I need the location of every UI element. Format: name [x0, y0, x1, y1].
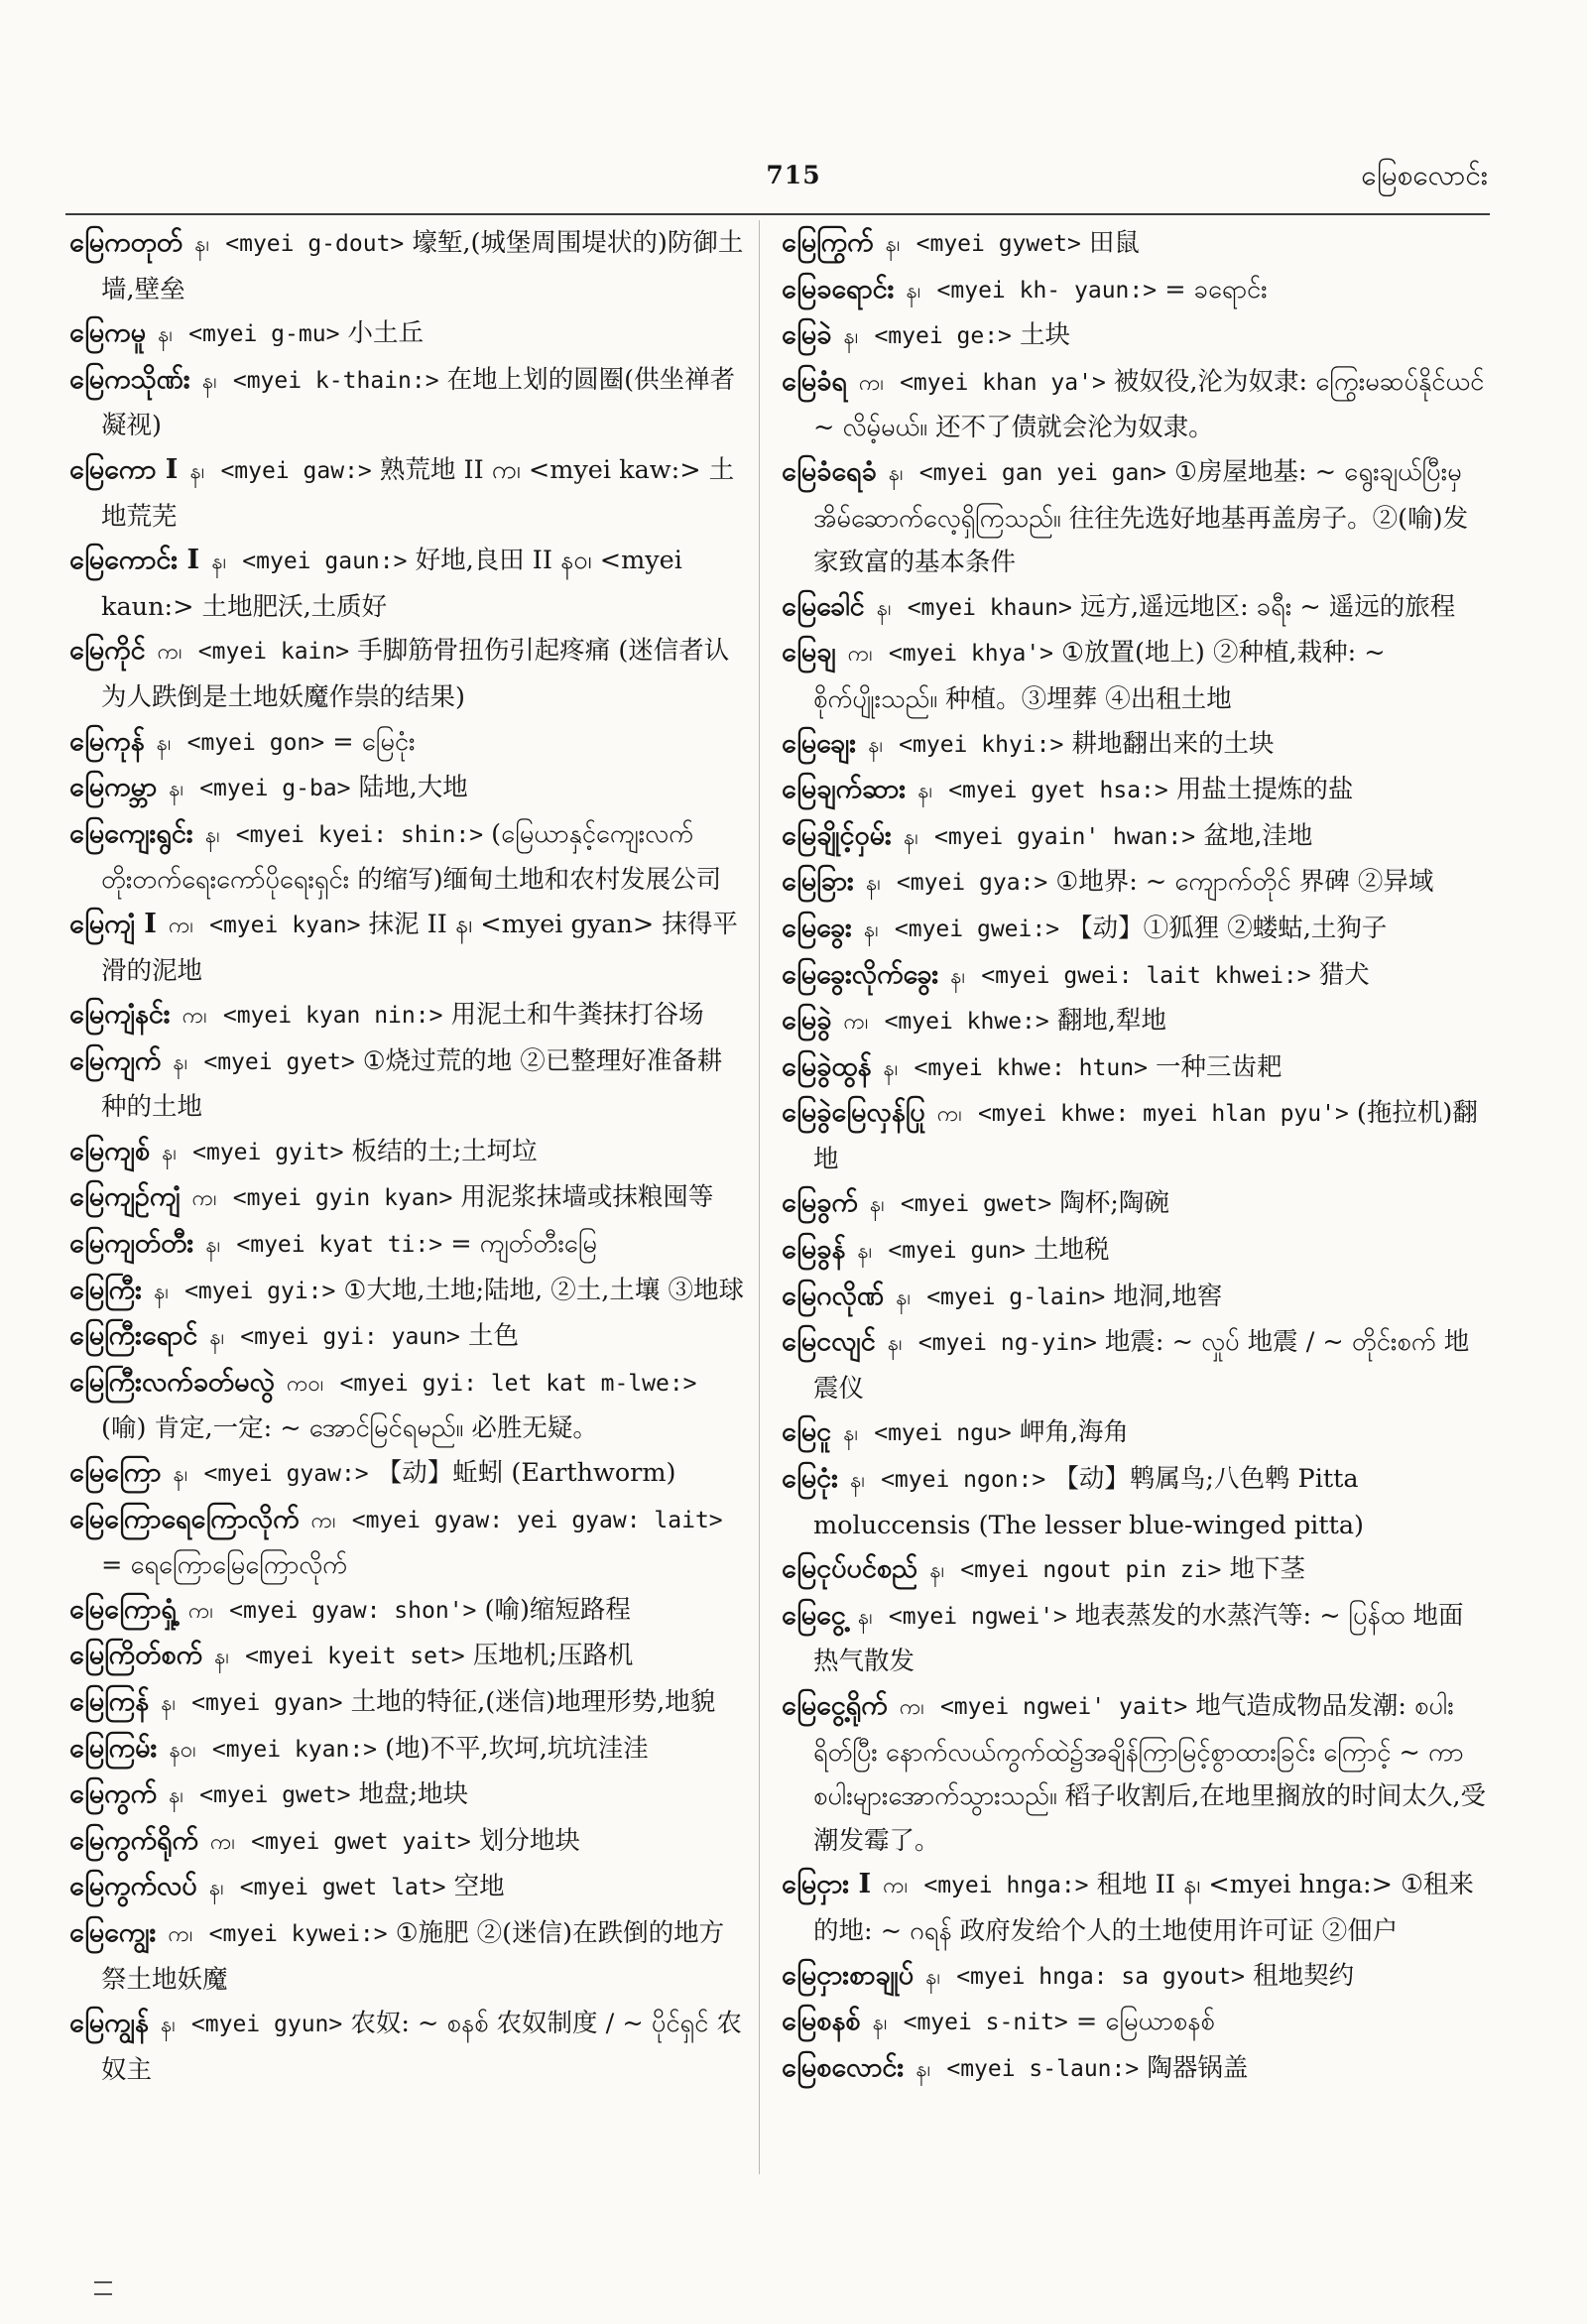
part-of-speech: န၊: [850, 1468, 865, 1494]
pronunciation: <myei g-lain>: [926, 1284, 1106, 1310]
pronunciation: <myei kyat ti:>: [236, 1232, 443, 1259]
headword: မြေကမ္ဘာ: [69, 772, 158, 803]
dictionary-entry: [69, 358, 746, 448]
definition: 猎犬: [1318, 959, 1370, 990]
dictionary-entry: [69, 1773, 746, 1819]
headword: မြေကြီးရောင်: [69, 1320, 198, 1352]
definition: 【动】①狐狸 ②蝼蛄,土狗子: [1067, 913, 1388, 943]
dictionary-entry: [69, 1680, 746, 1727]
dictionary-entry: [782, 1045, 1488, 1092]
dictionary-entry: [782, 360, 1488, 450]
dictionary-entry: [782, 814, 1488, 861]
definition: 划分地块: [478, 1825, 580, 1856]
headword: မြေကျံနင်း: [69, 999, 171, 1031]
definition: 远方,遥远地区: ခရီး ~ 遥远的旅程: [1079, 591, 1456, 622]
headword: မြေကြွက်: [782, 227, 874, 258]
definition: 农奴: ~ စနစ် 农奴制度 / ~ ပိုင်ရှင် 农奴主: [101, 2009, 742, 2085]
dictionary-entry: [69, 1819, 746, 1866]
dictionary-entry: [69, 448, 746, 539]
headword: မြေကြီး: [69, 1274, 142, 1305]
definition: 壕堑,(城堡周围堤状的)防御土墙,壁垒: [101, 228, 744, 305]
pronunciation: <myei ngout pin zi>: [960, 1557, 1222, 1584]
pronunciation: <myei gwet>: [199, 1782, 351, 1809]
headword: မြေကျေးရွင်း: [69, 817, 193, 849]
dictionary-entry: [69, 311, 746, 358]
pronunciation: <myei gon>: [186, 729, 325, 756]
dictionary-entry: [782, 722, 1488, 769]
pronunciation: <myei gyi:>: [184, 1278, 336, 1304]
part-of-speech: က၊: [188, 1598, 214, 1624]
headword: မြေကျစ်: [69, 1135, 151, 1166]
part-of-speech: န၊: [156, 730, 172, 756]
part-of-speech: န၊: [950, 963, 966, 989]
part-of-speech: န၊: [857, 1604, 873, 1630]
definition: ①烧过荒的地 ②已整理好准备耕种的土地: [101, 1045, 723, 1123]
definition: (拖拉机)翻地: [813, 1098, 1478, 1174]
pronunciation: <myei gya:>: [896, 870, 1048, 897]
part-of-speech: န၊: [204, 822, 220, 848]
dictionary-entry: [782, 221, 1488, 268]
definition: 手脚筋骨扭伤引起疼痛 (迷信者认为人跌倒是土地妖魔作祟的结果): [101, 636, 730, 712]
part-of-speech: န၊: [161, 1691, 177, 1716]
definition: (喻) 肯定,一定: ~ အောင်မြင်ရမည်။ 必胜无疑。: [101, 1413, 598, 1444]
dictionary-entry: [69, 1451, 746, 1498]
headword: မြေကြော: [69, 1457, 162, 1489]
part-of-speech: န၊: [211, 550, 227, 575]
definition: ①大地,土地;陆地, ②土,土壤 ③地球: [343, 1275, 744, 1305]
definition: 在地上划的圆圈(供坐禅者凝视): [101, 364, 736, 441]
definition: (地)不平,坎坷,坑坑洼洼: [385, 1733, 649, 1764]
page-header: [0, 149, 1587, 208]
definition: 土块: [1020, 320, 1071, 351]
part-of-speech: န၊: [205, 1233, 221, 1259]
part-of-speech: န၊: [214, 1645, 229, 1670]
dictionary-entry: [782, 953, 1488, 1000]
dictionary-entry: [69, 1269, 746, 1315]
headword: မြေခွဲထွန်: [782, 1050, 872, 1082]
part-of-speech: က၊: [899, 1695, 924, 1720]
headword: မြေခရောင်း: [782, 273, 895, 305]
dictionary-entry: [69, 812, 746, 903]
part-of-speech: န၊: [888, 460, 904, 486]
part-of-speech: န၊: [925, 1964, 941, 1990]
pronunciation: <myei hnga: sa gyout>: [956, 1963, 1245, 1990]
headword: မြေကမူ: [69, 317, 146, 349]
dictionary-entry: [69, 1175, 746, 1222]
part-of-speech: က၊: [843, 1010, 869, 1036]
definition: ①施肥 ②(迷信)在跌倒的地方祭土地妖魔: [101, 1917, 725, 1995]
part-of-speech: န၊: [169, 777, 184, 802]
part-of-speech: န၊: [173, 1049, 188, 1075]
dictionary-entry: [782, 768, 1488, 814]
definition: ①房屋地基: ~ ရွေးချယ်ပြီးမှအိမ်ဆောက်လေ့ရှိကြသည်။ 往往先选好地基再盖房子。②(喻)发家致富的基本条件: [813, 456, 1469, 578]
pronunciation: <myei hnga:>: [923, 1873, 1089, 1899]
pronunciation: <myei gywet>: [916, 231, 1081, 257]
part-of-speech: န၊: [868, 732, 884, 758]
definition: = ကျတ်တီးမြေ: [450, 1229, 597, 1260]
definition: 熟荒地 II က၊ <myei kaw:> 土地荒芜: [101, 454, 735, 532]
pronunciation: <myei ngu>: [874, 1420, 1012, 1447]
pronunciation: <myei khan ya'>: [900, 369, 1106, 396]
definition: = ခရောင်း: [1164, 274, 1268, 305]
dictionary-entry: [782, 1181, 1488, 1228]
dictionary-entry: [69, 1727, 746, 1774]
headword: မြေစလောင်း: [782, 2051, 905, 2083]
part-of-speech: န၊: [843, 324, 859, 350]
headword: မြေငလျင်: [782, 1326, 876, 1358]
dictionary-entry: [69, 629, 746, 719]
left-column: [69, 221, 746, 2092]
pronunciation: <myei kyan nin:>: [222, 1003, 443, 1030]
part-of-speech: န၊: [208, 1876, 224, 1901]
pronunciation: <myei gyet>: [203, 1048, 355, 1075]
headword: မြေခဲ: [782, 319, 832, 351]
definition: 陶器锅盖: [1147, 2052, 1249, 2083]
dictionary-entry: [69, 221, 746, 311]
definition: 板结的土;土坷垃: [351, 1136, 538, 1166]
headword: မြေခံရေခံ: [782, 455, 877, 487]
part-of-speech: န၊: [173, 1462, 188, 1488]
dictionary-entry: [69, 1865, 746, 1911]
headword: မြေကျက်: [69, 1044, 162, 1076]
pronunciation: <myei ngwei'>: [888, 1603, 1067, 1630]
dictionary-entry: [69, 1588, 746, 1635]
definition: 好地,良田 II နဝ၊ <myei kaun:> 土地肥沃,土质好: [101, 546, 682, 622]
definition: 地表蒸发的水蒸汽等: ~ ပြန်ထ 地面热气散发: [813, 1600, 1464, 1677]
pronunciation: <myei khwe: myei hlan pyu'>: [977, 1101, 1349, 1128]
pronunciation: <myei kh- yaun:>: [936, 277, 1158, 304]
part-of-speech: န၊: [929, 1558, 945, 1584]
dictionary-entry: [69, 766, 746, 812]
headword: မြေခွဲ: [782, 1005, 832, 1037]
definition: 地气造成物品发潮: စပါးရိတ်ပြီး နောက်လယ်ကွက်ထဲ၌အချိန်ကြာမြင့်စွာထားခြင်း ကြောင့် ~ ကာစပါးများအောက်သွားသည်။ 稻子收割后,在地里搁放的时间太久,受潮发霉了。: [813, 1691, 1486, 1856]
pronunciation: <myei khyi:>: [899, 731, 1064, 758]
definition: (မြေယာနှင့်ကျေးလက်တိုးတက်ရေးကော်ပိုရေးရှင်း 的缩写)缅甸土地和农村发展公司: [101, 818, 722, 896]
definition: 土地税: [1034, 1235, 1110, 1266]
dictionary-entry: [782, 907, 1488, 953]
definition: 岬角,海角: [1019, 1417, 1129, 1448]
part-of-speech: နဝ၊: [169, 1737, 196, 1763]
headword: မြေငွေ့ရိုက်: [782, 1690, 888, 1721]
definition: 翻地,犁地: [1056, 1006, 1166, 1037]
pronunciation: <myei k-thain:>: [232, 367, 439, 394]
headword: မြေငွေ့: [782, 1599, 846, 1631]
pronunciation: <myei g-mu>: [188, 321, 340, 348]
part-of-speech: က၊: [858, 370, 884, 396]
part-of-speech: န၊: [857, 1239, 873, 1265]
definition: 【动】鹎属鸟;八色鹎 Pitta moluccensis (The lesser blue-winged pitta): [813, 1464, 1364, 1540]
headword: မြေငှား I: [782, 1869, 872, 1900]
pronunciation: <myei gyi: let kat m-lwe:>: [339, 1370, 697, 1397]
definition: 盆地,洼地: [1203, 820, 1313, 851]
headword: မြေခွန်: [782, 1234, 846, 1266]
headword: မြေခွေးလိုက်ခွေး: [782, 958, 939, 990]
dictionary-entry: [782, 999, 1488, 1045]
headword: မြေကျဉ်ကျံ: [69, 1181, 181, 1213]
definition: 地震: ~ လှုပ် 地震 / ~ တိုင်းစက် 地震仪: [813, 1327, 1470, 1404]
headword: မြေချ: [782, 637, 836, 669]
pronunciation: <myei gaw:>: [220, 457, 372, 484]
definition: 被奴役,沦为奴隶: ကြွေးမဆပ်နိုင်ယင် ~ လိမ့်မယ်။ 还不了债就会沦为奴隶。: [813, 366, 1485, 443]
definition: 地洞,地窖: [1113, 1281, 1223, 1311]
headword: မြေခေါင်: [782, 590, 865, 622]
part-of-speech: န၊: [883, 1055, 899, 1081]
headword: မြေခွေး: [782, 912, 852, 943]
part-of-speech: က၊: [168, 913, 193, 938]
part-of-speech: က၊: [883, 1874, 909, 1899]
dictionary-entry: [69, 720, 746, 767]
definition: 陆地,大地: [358, 773, 468, 803]
pronunciation: <myei kyeit set>: [245, 1644, 465, 1670]
part-of-speech: န၊: [904, 824, 918, 850]
pronunciation: <myei khya'>: [888, 641, 1054, 668]
definition: 地盘;地块: [358, 1779, 469, 1810]
pronunciation: <myei ngwei' yait>: [939, 1694, 1188, 1720]
definition: (喻)缩短路程: [484, 1594, 631, 1625]
headword: မြေခွက်: [782, 1187, 858, 1219]
definition: 用盐土提炼的盐: [1175, 775, 1354, 805]
header-rule: [65, 213, 1490, 215]
part-of-speech: န၊: [917, 779, 933, 804]
headword: မြေစနစ်: [782, 2006, 861, 2037]
headword: မြေကိုင်: [69, 635, 146, 667]
headword: မြေခံရ: [782, 365, 847, 397]
dictionary-entry: [782, 1863, 1488, 1953]
pronunciation: <myei kain>: [197, 639, 350, 666]
headword: မြေကြမ်း: [69, 1732, 158, 1764]
headword: မြေကသိုဏ်း: [69, 363, 190, 395]
part-of-speech: န၊: [865, 871, 881, 897]
headword: မြေကြိတ်စက်: [69, 1640, 202, 1671]
definition: 用泥土和牛粪抹打谷场: [450, 1000, 704, 1031]
pronunciation: <myei gyain' hwan:>: [934, 823, 1196, 850]
dictionary-entry: [69, 1911, 746, 2002]
pronunciation: <myei gwet>: [900, 1191, 1052, 1218]
dictionary-entry: [782, 450, 1488, 585]
dictionary-entry: [782, 585, 1488, 632]
headword: မြေကော I: [69, 453, 179, 485]
dictionary-entry: [69, 1314, 746, 1361]
definition: 租地 II န၊ <myei hnga:> ①租来的地: ~ ဂရန် 政府发给个人的土地使用许可证 ②佃户: [813, 1870, 1474, 1946]
pronunciation: <myei kyan>: [209, 912, 361, 938]
headword: မြေကျွေး: [69, 1916, 157, 1948]
part-of-speech: န၊: [843, 1421, 859, 1447]
pronunciation: <myei gwei:>: [894, 916, 1060, 942]
part-of-speech: န၊: [887, 1331, 903, 1357]
definition: = မြေယာစနစ်: [1075, 2007, 1215, 2037]
definition: 小土丘: [347, 318, 425, 349]
headword: မြေငှားစာချုပ်: [782, 1959, 915, 1991]
definition: 一种三齿耙: [1156, 1051, 1282, 1082]
headword: မြေခွဲမြေလှန်ပြု: [782, 1097, 925, 1129]
pronunciation: <myei g-dout>: [225, 231, 405, 257]
headword: မြေငုံး: [782, 1463, 838, 1495]
part-of-speech: န၊: [160, 2013, 176, 2038]
pronunciation: <myei ng-yin>: [917, 1330, 1097, 1357]
dictionary-entry: [69, 993, 746, 1040]
headword: မြေချေး: [782, 727, 857, 759]
definition: 土地的特征,(迷信)地理形势,地貌: [350, 1687, 716, 1717]
headword: မြေကွက်: [69, 1778, 157, 1810]
pronunciation: <myei ge:>: [874, 323, 1012, 350]
part-of-speech: န၊: [863, 917, 879, 942]
pronunciation: <myei gyaw: shon'>: [229, 1597, 477, 1624]
headword: မြေခြား: [782, 866, 854, 898]
dictionary-entry: [782, 2000, 1488, 2046]
pronunciation: <myei khaun>: [907, 594, 1072, 621]
headword: မြေကွက်ရိုက်: [69, 1824, 198, 1856]
pronunciation: <myei khwe:>: [884, 1009, 1049, 1036]
dictionary-entry: [69, 1634, 746, 1680]
pronunciation: <myei gyan>: [191, 1690, 343, 1716]
pronunciation: <myei ngon:>: [881, 1467, 1046, 1494]
pronunciation: <myei gyi: yaun>: [240, 1324, 460, 1351]
definition: 耕地翻出来的土块: [1071, 728, 1275, 759]
headword: မြေငုပ်ပင်စည်: [782, 1553, 918, 1585]
footer-mark: [94, 2281, 112, 2295]
dictionary-entry: [782, 1410, 1488, 1457]
definition: = ရေကြောမြေကြောလိုက်: [101, 1550, 348, 1581]
page-number: 715: [766, 161, 821, 189]
part-of-speech: က၊: [157, 640, 183, 666]
headword: မြေကြောရှုံ့: [69, 1593, 177, 1625]
part-of-speech: က၊: [210, 1829, 236, 1855]
headword: မြေကတုတ်: [69, 227, 183, 258]
dictionary-entry: [782, 1320, 1488, 1410]
dictionary-entry: [782, 1275, 1488, 1321]
part-of-speech: က၊: [182, 1004, 207, 1030]
definition: 地下茎: [1229, 1554, 1306, 1585]
dictionary-entry: [69, 539, 746, 629]
definition: 用泥浆抹墙或抹粮囤等: [460, 1182, 714, 1213]
pronunciation: <myei gyet hsa:>: [948, 778, 1168, 804]
headword: မြေကျွန်: [69, 2008, 149, 2039]
running-head: မြေစလောင်း: [1361, 159, 1488, 191]
dictionary-entry: [782, 1228, 1488, 1275]
part-of-speech: န၊: [158, 322, 173, 348]
dictionary-entry: [782, 1457, 1488, 1547]
definition: 抹泥 II န၊ <myei gyan> 抹得平滑的泥地: [101, 909, 738, 986]
dictionary-entry: [782, 1091, 1488, 1181]
definition: 压地机;压路机: [472, 1641, 634, 1671]
part-of-speech: န၊: [876, 595, 892, 621]
dictionary-entry: [69, 1498, 746, 1588]
pronunciation: <myei gan yei gan>: [918, 459, 1167, 486]
headword: မြေကြီးလက်ခတ်မလွဲ: [69, 1366, 275, 1398]
definition: ①地界: ~ ကျောက်တိုင် 界碑 ②异域: [1055, 867, 1434, 898]
headword: မြေဂလိုဏ်: [782, 1280, 885, 1311]
dictionary-entry: [69, 1361, 746, 1451]
pronunciation: <myei khwe: htun>: [914, 1054, 1148, 1081]
part-of-speech: န၊: [189, 458, 205, 484]
dictionary-entry: [69, 2002, 746, 2092]
headword: မြေချိုင့်ဝှမ်း: [782, 819, 892, 851]
pronunciation: <myei s-nit>: [903, 2010, 1068, 2036]
part-of-speech: န၊: [872, 2011, 888, 2036]
pronunciation: <myei kyan:>: [211, 1736, 378, 1763]
part-of-speech: န၊: [906, 278, 921, 304]
dictionary-entry: [69, 903, 746, 993]
pronunciation: <myei gwet yait>: [251, 1828, 471, 1855]
headword: မြေကွက်လပ်: [69, 1871, 197, 1902]
pronunciation: <myei gun>: [888, 1238, 1026, 1265]
headword: မြေကြောရေကြောလိုက်: [69, 1503, 300, 1534]
pronunciation: <myei gyit>: [192, 1139, 344, 1165]
headword: မြေကောင်း I: [69, 545, 200, 576]
dictionary-entry: [782, 1547, 1488, 1594]
part-of-speech: န၊: [162, 1140, 178, 1165]
column-divider: [759, 220, 760, 2174]
pronunciation: <myei g-ba>: [199, 776, 351, 802]
headword: မြေကြန်: [69, 1686, 150, 1717]
part-of-speech: က၊: [191, 1186, 217, 1212]
part-of-speech: န၊: [154, 1279, 169, 1304]
part-of-speech: န၊: [885, 232, 901, 257]
dictionary-entry: [69, 1222, 746, 1269]
part-of-speech: န၊: [869, 1192, 885, 1218]
pronunciation: <myei gyaw: yei gyaw: lait>: [351, 1507, 723, 1533]
pronunciation: <myei gyin kyan>: [232, 1185, 453, 1212]
pronunciation: <myei gwet lat>: [239, 1875, 446, 1901]
dictionary-entry: [69, 1130, 746, 1176]
pronunciation: <myei gyun>: [190, 2012, 343, 2038]
headword: မြေချက်ဆား: [782, 774, 907, 805]
pronunciation: <myei gyaw:>: [203, 1461, 369, 1488]
definition: ①放置(地上) ②种植,栽种: ~ စိုက်ပျိုးသည်။ 种植。③埋葬 ④出租土地: [813, 638, 1386, 714]
right-column: [782, 221, 1488, 2092]
definition: 【动】蚯蚓 (Earthworm): [376, 1458, 676, 1489]
headword: မြေငူ: [782, 1416, 832, 1448]
dictionary-entry: [782, 2046, 1488, 2093]
pronunciation: <myei gaun:>: [242, 549, 408, 575]
definition: = မြေငုံး: [332, 726, 416, 757]
dictionary-entry: [69, 1040, 746, 1130]
part-of-speech: ကဝ၊: [287, 1371, 324, 1397]
part-of-speech: န၊: [169, 1783, 183, 1809]
part-of-speech: န၊: [201, 368, 217, 394]
part-of-speech: န၊: [194, 232, 210, 257]
headword: မြေကျတ်တီး: [69, 1228, 194, 1260]
dictionary-entry: [782, 1684, 1488, 1863]
definition: 租地契约: [1253, 1960, 1355, 1991]
part-of-speech: က၊: [168, 1921, 193, 1947]
pronunciation: <myei kywei:>: [208, 1920, 388, 1947]
part-of-speech: န၊: [896, 1284, 912, 1310]
part-of-speech: က၊: [936, 1102, 962, 1128]
definition: 陶杯;陶碗: [1059, 1188, 1169, 1219]
dictionary-entry: [782, 1954, 1488, 2001]
pronunciation: <myei s-laun:>: [946, 2055, 1140, 2082]
dictionary-entry: [782, 1594, 1488, 1684]
definition: 土色: [467, 1321, 519, 1352]
part-of-speech: က၊: [847, 642, 873, 668]
definition: 空地: [453, 1872, 505, 1902]
part-of-speech: န၊: [209, 1325, 225, 1351]
dictionary-entry: [782, 313, 1488, 360]
headword: မြေကျံ I: [69, 908, 157, 939]
pronunciation: <myei kyei: shin:>: [235, 821, 484, 848]
part-of-speech: န၊: [916, 2056, 931, 2082]
part-of-speech: က၊: [310, 1508, 336, 1533]
pronunciation: <myei gwei: lait khwei:>: [981, 962, 1311, 989]
dictionary-entry: [782, 860, 1488, 907]
definition: 田鼠: [1088, 228, 1140, 258]
dictionary-entry: [782, 268, 1488, 314]
dictionary-entry: [782, 631, 1488, 721]
headword: မြေကုန်: [69, 725, 145, 757]
